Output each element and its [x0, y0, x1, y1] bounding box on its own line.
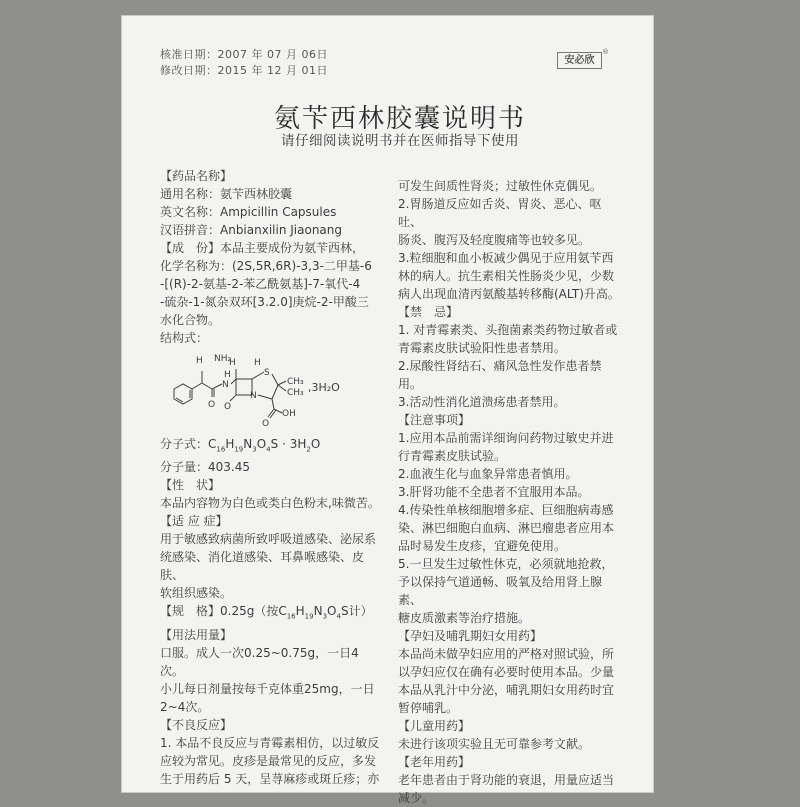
precaution-line-5: 4.传染性单核细胞增多症、巨细胞病毒感	[398, 503, 614, 517]
section-heading-indications: 【适 应 症】	[160, 514, 228, 529]
section-heading-usage: 【用法用量】	[160, 627, 233, 642]
usage-line-2: 小儿每日剂量按每千克体重25mg，一日	[160, 681, 375, 696]
struct-h-atom-2: H	[229, 358, 236, 368]
precaution-line-8: 5.一旦发生过敏性休克，必须就地抢救，	[398, 557, 614, 571]
chemical-name-1: 化学名称为：(2S,5R,6R)-3,3-二甲基-6	[160, 259, 372, 273]
usage-line-3: 2~4次。	[160, 699, 210, 714]
indications-line-2: 统感染、消化道感染、耳鼻喉感染、皮肤、	[160, 550, 365, 583]
precaution-line-6: 染、淋巴细胞白血病、淋巴瘤患者应用本	[398, 521, 615, 535]
section-heading-contraindications: 【禁 忌】	[398, 305, 459, 319]
section-heading-precautions: 【注意事项】	[398, 413, 471, 427]
struct-o-atom-2: O	[224, 402, 232, 412]
precaution-line-10: 糖皮质激素等治疗措施。	[398, 611, 531, 625]
struct-n-atom-1: N	[222, 380, 229, 390]
elderly-line-2: 减少。	[398, 791, 435, 805]
section-heading-adverse: 【不良反应】	[160, 717, 233, 732]
contra-line-1: 1. 对青霉素类、头孢菌素类药物过敏者或	[398, 323, 618, 337]
struct-s-atom: S	[264, 368, 270, 378]
right-column	[398, 177, 620, 807]
contra-line-2: 青霉素皮肤试验阳性患者禁用。	[398, 341, 567, 355]
pregnancy-line-3: 本品从乳汁中分泌，哺乳期妇女用药时宜	[398, 683, 615, 697]
composition-line: 【成 份】本品主要成份为氨苄西林，	[160, 241, 365, 255]
struct-h-atom-1: H	[196, 356, 203, 366]
section-heading-children: 【儿童用药】	[398, 719, 471, 733]
struct-ch3-upper: CH₃	[287, 377, 304, 387]
approval-date: 核准日期：2007 年 07 月 06日	[160, 48, 328, 61]
section-heading-pregnancy: 【孕妇及哺乳期妇女用药】	[398, 629, 543, 643]
contra-line-4: 3.活动性消化道溃疡患者禁用。	[398, 395, 566, 409]
adverse-cont-6: 病人出现血清丙氨酸基转移酶(ALT)升高。	[398, 287, 620, 301]
structure-label: 结构式：	[160, 331, 209, 345]
pregnancy-line-4: 暂停哺乳。	[398, 701, 459, 715]
pinyin-name: 汉语拼音：Anbianxilin Jiaonang	[160, 223, 342, 237]
structural-formula-diagram	[160, 349, 382, 435]
specification-line: 【规 格】0.25g（按$C_{16}H_{19}N_3O_4S$计）	[160, 604, 373, 621]
precaution-line-7: 品时易发生皮疹，宜避免使用。	[398, 539, 567, 553]
section-heading-properties: 【性 状】	[160, 478, 221, 493]
registered-mark: ®	[602, 48, 609, 56]
molecular-formula: 分子式：$C_{16}H_{19}N_3O_4S \cdot 3H_2O$	[160, 437, 321, 454]
left-column	[160, 167, 382, 788]
adverse-cont-1: 可发生间质性肾炎；过敏性休克偶见。	[398, 179, 603, 193]
brand-logo: 安必欣	[557, 52, 602, 69]
section-heading-name: 【药品名称】	[160, 169, 233, 183]
struct-hydrate: ,3H₂O	[308, 381, 340, 394]
revision-date: 修改日期：2015 年 12 月 01日	[160, 64, 328, 77]
struct-h-atom-3: H	[254, 358, 261, 368]
adverse-cont-5: 林的病人。抗生素相关性肠炎少见，少数	[398, 269, 615, 283]
pregnancy-line-2: 以孕妇应仅在确有必要时使用本品。少量	[398, 665, 615, 679]
pregnancy-line-1: 本品尚未做孕妇应用的严格对照试验，所	[398, 647, 615, 661]
struct-oh-group: OH	[282, 409, 296, 419]
precaution-line-1: 1.应用本品前需详细询问药物过敏史并进	[398, 431, 614, 445]
chemical-name-2: -[(R)-2-氨基-2-苯乙酰氨基]-7-氧代-4	[160, 277, 361, 291]
usage-line-1: 口服。成人一次0.25~0.75g，一日4次。	[160, 645, 359, 678]
document-subtitle: 请仔细阅读说明书并在医师指导下使用	[281, 133, 519, 149]
document-title: 氨苄西林胶囊说明书	[273, 104, 526, 134]
indications-line-1: 用于敏感致病菌所致呼吸道感染、泌尿系	[160, 532, 377, 547]
struct-o-atom-3: O	[262, 419, 270, 429]
adverse-cont-4: 3.粒细胞和血小板减少偶见于应用氨苄西	[398, 251, 614, 265]
section-heading-elderly: 【老年用药】	[398, 755, 471, 769]
struct-ch3-lower: CH₃	[287, 388, 304, 398]
adverse-line-3: 生于用药后 5 天，呈荨麻疹或斑丘疹；亦	[160, 771, 380, 786]
generic-name: 通用名称：氨苄西林胶囊	[160, 187, 293, 201]
precaution-line-2: 行青霉素皮肤试验。	[398, 449, 507, 463]
children-line-1: 未进行该项实验且无可靠参考文献。	[398, 737, 591, 751]
struct-h-atom-4: H	[224, 370, 231, 380]
adverse-cont-3: 肠炎、腹泻及轻度腹痛等也较多见。	[398, 233, 591, 247]
elderly-line-1: 老年患者由于肾功能的衰退，用量应适当	[398, 773, 615, 787]
indications-line-3: 软组织感染。	[160, 586, 233, 601]
adverse-line-1: 1. 本品不良反应与青霉素相仿，以过敏反	[160, 735, 380, 750]
precaution-line-3: 2.血液生化与血象异常患者慎用。	[398, 467, 578, 481]
adverse-cont-2: 2.胃肠道反应如舌炎、胃炎、恶心、呕吐、	[398, 197, 602, 229]
precaution-line-9: 予以保持气道通畅、吸氧及给用肾上腺素、	[398, 575, 603, 607]
struct-nh2-group: NH₂	[214, 354, 232, 364]
english-name: 英文名称：Ampicillin Capsules	[160, 205, 337, 219]
struct-o-atom-1: O	[208, 400, 216, 410]
struct-n-atom-2: N	[250, 391, 257, 401]
chemical-name-4: 水化合物。	[160, 313, 221, 327]
adverse-line-2: 应较为常见。皮疹是最常见的反应，多发	[160, 753, 377, 768]
properties-text: 本品内容物为白色或类白色粉末,味微苦。	[160, 496, 380, 511]
precaution-line-4: 3.肝肾功能不全患者不宜服用本品。	[398, 485, 590, 499]
chemical-name-3: -硫杂-1-氮杂双环[3.2.0]庚烷-2-甲酸三	[160, 295, 369, 309]
contra-line-3: 2.尿酸性肾结石、痛风急性发作患者禁用。	[398, 359, 602, 391]
molecular-weight: 分子量：403.45	[160, 460, 250, 475]
